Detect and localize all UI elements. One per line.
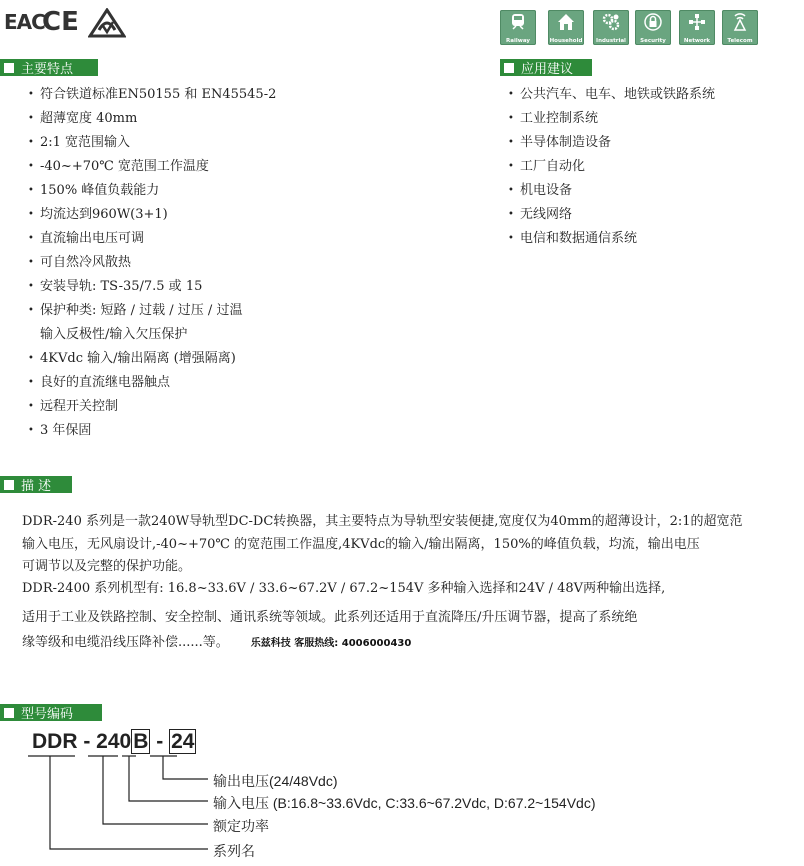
list-item: • 2:1 宽范围输入 [28, 131, 276, 155]
applications-title: 应用建议 [521, 62, 574, 77]
telecom-label: Telecom [727, 38, 753, 44]
input-code: B [133, 730, 149, 753]
list-item: • 直流输出电压可调 [28, 227, 276, 251]
household-label: Household [549, 38, 583, 44]
list-item: • 符合铁道标准EN50155 和 EN45545-2 [28, 83, 276, 107]
power-code: 240 [96, 730, 132, 753]
list-item: • 半导体制造设备 [508, 131, 715, 155]
output-code: 24 [171, 730, 195, 753]
legend-input-voltage: 输入电压 (B:16.8~33.6Vdc, C:33.6~67.2Vdc, D:67.2~154Vdc) [213, 795, 596, 811]
description-line: DDR-2400 系列机型有: 16.8~33.6V / 33.6~67.2V / 67.2~154V 多种输入选择和24V / 48V两种输出选择, [22, 581, 666, 596]
railway-label: Railway [506, 38, 530, 44]
list-item: • 超薄宽度 40mm [28, 107, 276, 131]
list-item: • 电信和数据通信系统 [508, 227, 715, 251]
list-item: • 均流达到960W(3+1) [28, 203, 276, 227]
network-label: Network [683, 38, 711, 44]
industrial-label: Industrial [596, 38, 626, 44]
model-code: DDR - 240B - 24 [32, 730, 195, 753]
list-item: • 远程开关控制 [28, 395, 276, 419]
eac-mark: EAC [4, 10, 45, 34]
hotline: 乐兹科技 客服热线: 4006000430 [250, 638, 412, 649]
list-item: • 3 年保固 [28, 419, 276, 443]
list-item: • 良好的直流继电器触点 [28, 371, 276, 395]
list-item: • 工业控制系统 [508, 107, 715, 131]
model-code-title: 型号编码 [21, 707, 74, 722]
list-item: • 工厂自动化 [508, 155, 715, 179]
security-label: Security [640, 38, 666, 44]
list-item: • 机电设备 [508, 179, 715, 203]
protection-continued: 输入反极性/输入欠压保护 [40, 327, 188, 342]
list-item: • 安装导轨: TS-35/7.5 或 15 [28, 275, 276, 299]
description-line: DDR-240 系列是一款240W导轨型DC-DC转换器，其主要特点为导轨型安装便捷,宽度仅为40mm的超薄设计，2:1的超宽范 [22, 514, 743, 529]
ce-mark: CE [42, 7, 79, 37]
legend-output-voltage: 输出电压(24/48Vdc) [213, 773, 338, 789]
legend-series-name: 系列名 [213, 843, 255, 859]
list-item: • 保护种类: 短路 / 过载 / 过压 / 过温 [28, 299, 276, 323]
list-item: • 公共汽车、电车、地铁或铁路系统 [508, 83, 715, 107]
list-item: • 4KVdc 输入/输出隔离 (增强隔离) [28, 347, 276, 371]
list-item: • -40~+70℃ 宽范围工作温度 [28, 155, 276, 179]
features-title: 主要特点 [21, 62, 74, 77]
list-item: • 可自然冷风散热 [28, 251, 276, 275]
description-line: 适用于工业及铁路控制、安全控制、通讯系统等领域。此系列还适用于直流降压/升压调节器，提高了系统绝 [22, 610, 638, 625]
legend-rated-power: 额定功率 [213, 818, 269, 834]
list-item: • 无线网络 [508, 203, 715, 227]
series-code: DDR [32, 730, 78, 753]
description-line: 可调节以及完整的保护功能。 [22, 559, 192, 574]
description-line: 缘等级和电缆沿线压降补偿......等。 [22, 635, 229, 650]
list-item: • 150% 峰值负载能力 [28, 179, 276, 203]
description-title: 描 述 [21, 479, 52, 494]
description-line: 输入电压，无风扇设计,-40~+70℃ 的宽范围工作温度,4KVdc的输入/输出隔离，150%的峰值负载，均流，输出电压 [22, 537, 700, 552]
